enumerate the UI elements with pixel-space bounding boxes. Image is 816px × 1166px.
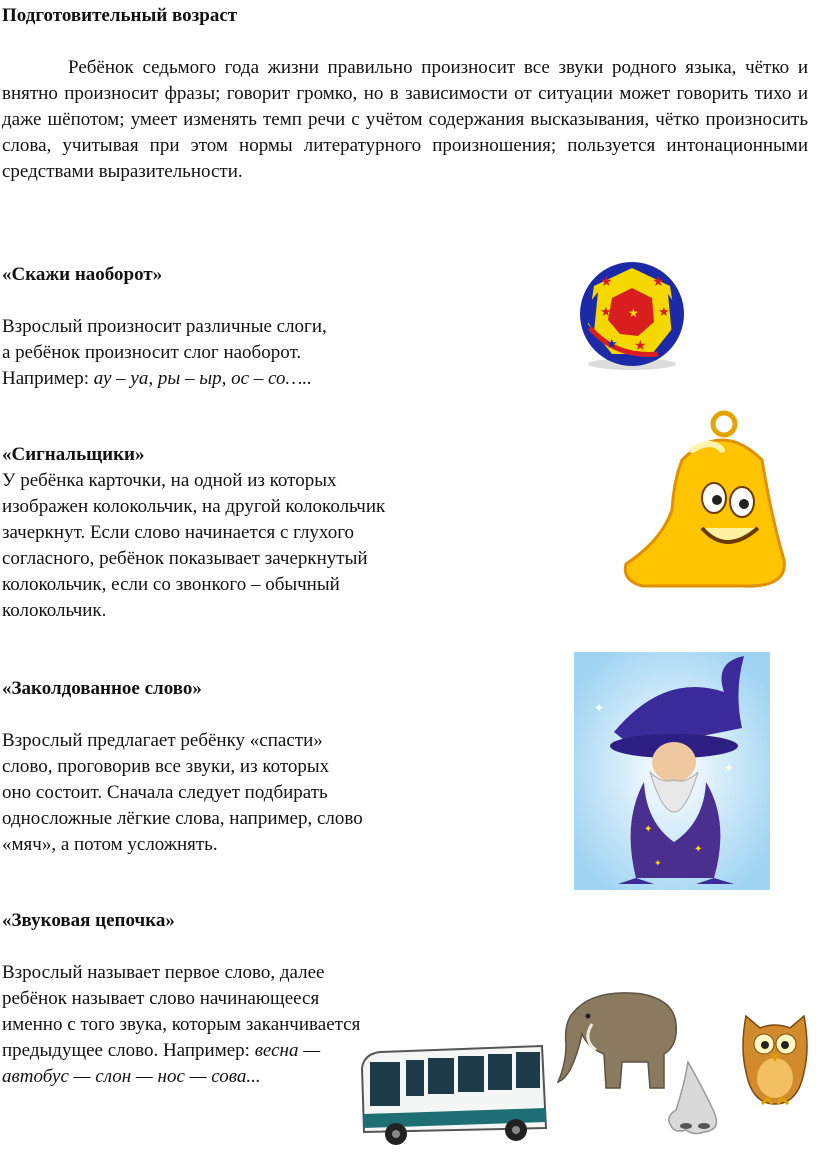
text-line: колокольчик. <box>2 600 107 621</box>
text-line: а ребёнок произносит слог наоборот. <box>2 342 302 363</box>
svg-text:★: ★ <box>600 275 613 290</box>
example-line <box>2 366 327 392</box>
example-text: ау – уа, ры – ыр, ос – со….. <box>93 368 312 389</box>
intro-paragraph: Ребёнок седьмого года жизни правильно произносит все звуки родного языка, чётко и внятно произносит фразы; говорит громко, но в зависимости от ситуации может говорить тихо и даже шёпотом; умеет изменять темп речи с учётом содержания высказывания, чётко произносить слова, учитывая при этом нормы литературного произношения; пользуется интонационными средствами выразительности. <box>2 57 808 182</box>
game-title-signalers: «Сигнальщики» <box>2 444 145 465</box>
svg-text:✦: ✦ <box>644 824 653 835</box>
svg-text:★: ★ <box>634 339 647 354</box>
example-text: весна — <box>254 1040 321 1061</box>
svg-text:✦: ✦ <box>594 701 605 715</box>
svg-text:✦: ✦ <box>694 844 703 855</box>
example-text: автобус — слон — нос — сова... <box>2 1066 261 1087</box>
text-line: именно с того звука, которым заканчивается <box>2 1014 361 1035</box>
nose-icon <box>664 1060 722 1136</box>
elephant-icon <box>552 984 682 1092</box>
text-line: «мяч», а потом усложнять. <box>2 834 218 855</box>
ball-icon <box>576 262 688 372</box>
wizard-icon <box>574 652 770 890</box>
text-line: зачеркнут. Если слово начинается с глухого <box>2 522 355 543</box>
text-line: односложные лёгкие слова, например, слово <box>2 808 363 829</box>
svg-text:✦: ✦ <box>724 761 735 775</box>
example-line <box>2 1038 360 1064</box>
game-text-enchanted-word <box>2 728 363 858</box>
example-prefix: предыдущее слово. Например: <box>2 1040 255 1061</box>
text-line: У ребёнка карточки, на одной из которых <box>2 470 337 491</box>
text-line: оно состоит. Сначала следует подбирать <box>2 782 328 803</box>
page-title: Подготовительный возраст <box>2 5 238 26</box>
game-title-sound-chain: «Звуковая цепочка» <box>2 910 175 931</box>
bus-icon <box>356 1042 550 1148</box>
text-line: колокольчик, если со звонкого – обычный <box>2 574 340 595</box>
text-line: Взрослый произносит различные слоги, <box>2 316 327 337</box>
svg-text:★: ★ <box>652 275 665 290</box>
game-title-enchanted-word: «Заколдованное слово» <box>2 678 202 699</box>
text-line: Взрослый называет первое слово, далее <box>2 962 325 983</box>
text-line: согласного, ребёнок показывает зачеркнутый <box>2 548 368 569</box>
bell-icon <box>622 410 788 600</box>
text-line: Взрослый предлагает ребёнку «спасти» <box>2 730 323 751</box>
game-text-opposite <box>2 314 327 392</box>
svg-text:★: ★ <box>600 304 612 319</box>
game-text-signalers <box>2 468 385 624</box>
svg-text:★: ★ <box>658 304 670 319</box>
svg-text:★: ★ <box>606 336 618 351</box>
svg-text:★: ★ <box>628 306 639 320</box>
text-line: слово, проговорив все звуки, из которых <box>2 756 330 777</box>
svg-text:✦: ✦ <box>654 858 662 868</box>
example-prefix: Например: <box>2 368 94 389</box>
text-line: ребёнок называет слово начинающееся <box>2 988 320 1009</box>
game-title-opposite: «Скажи наоборот» <box>2 264 163 285</box>
owl-icon <box>738 1008 812 1108</box>
text-line: изображен колокольчик, на другой колокольчик <box>2 496 386 517</box>
example-line <box>2 1064 360 1090</box>
game-text-sound-chain <box>2 960 360 1090</box>
